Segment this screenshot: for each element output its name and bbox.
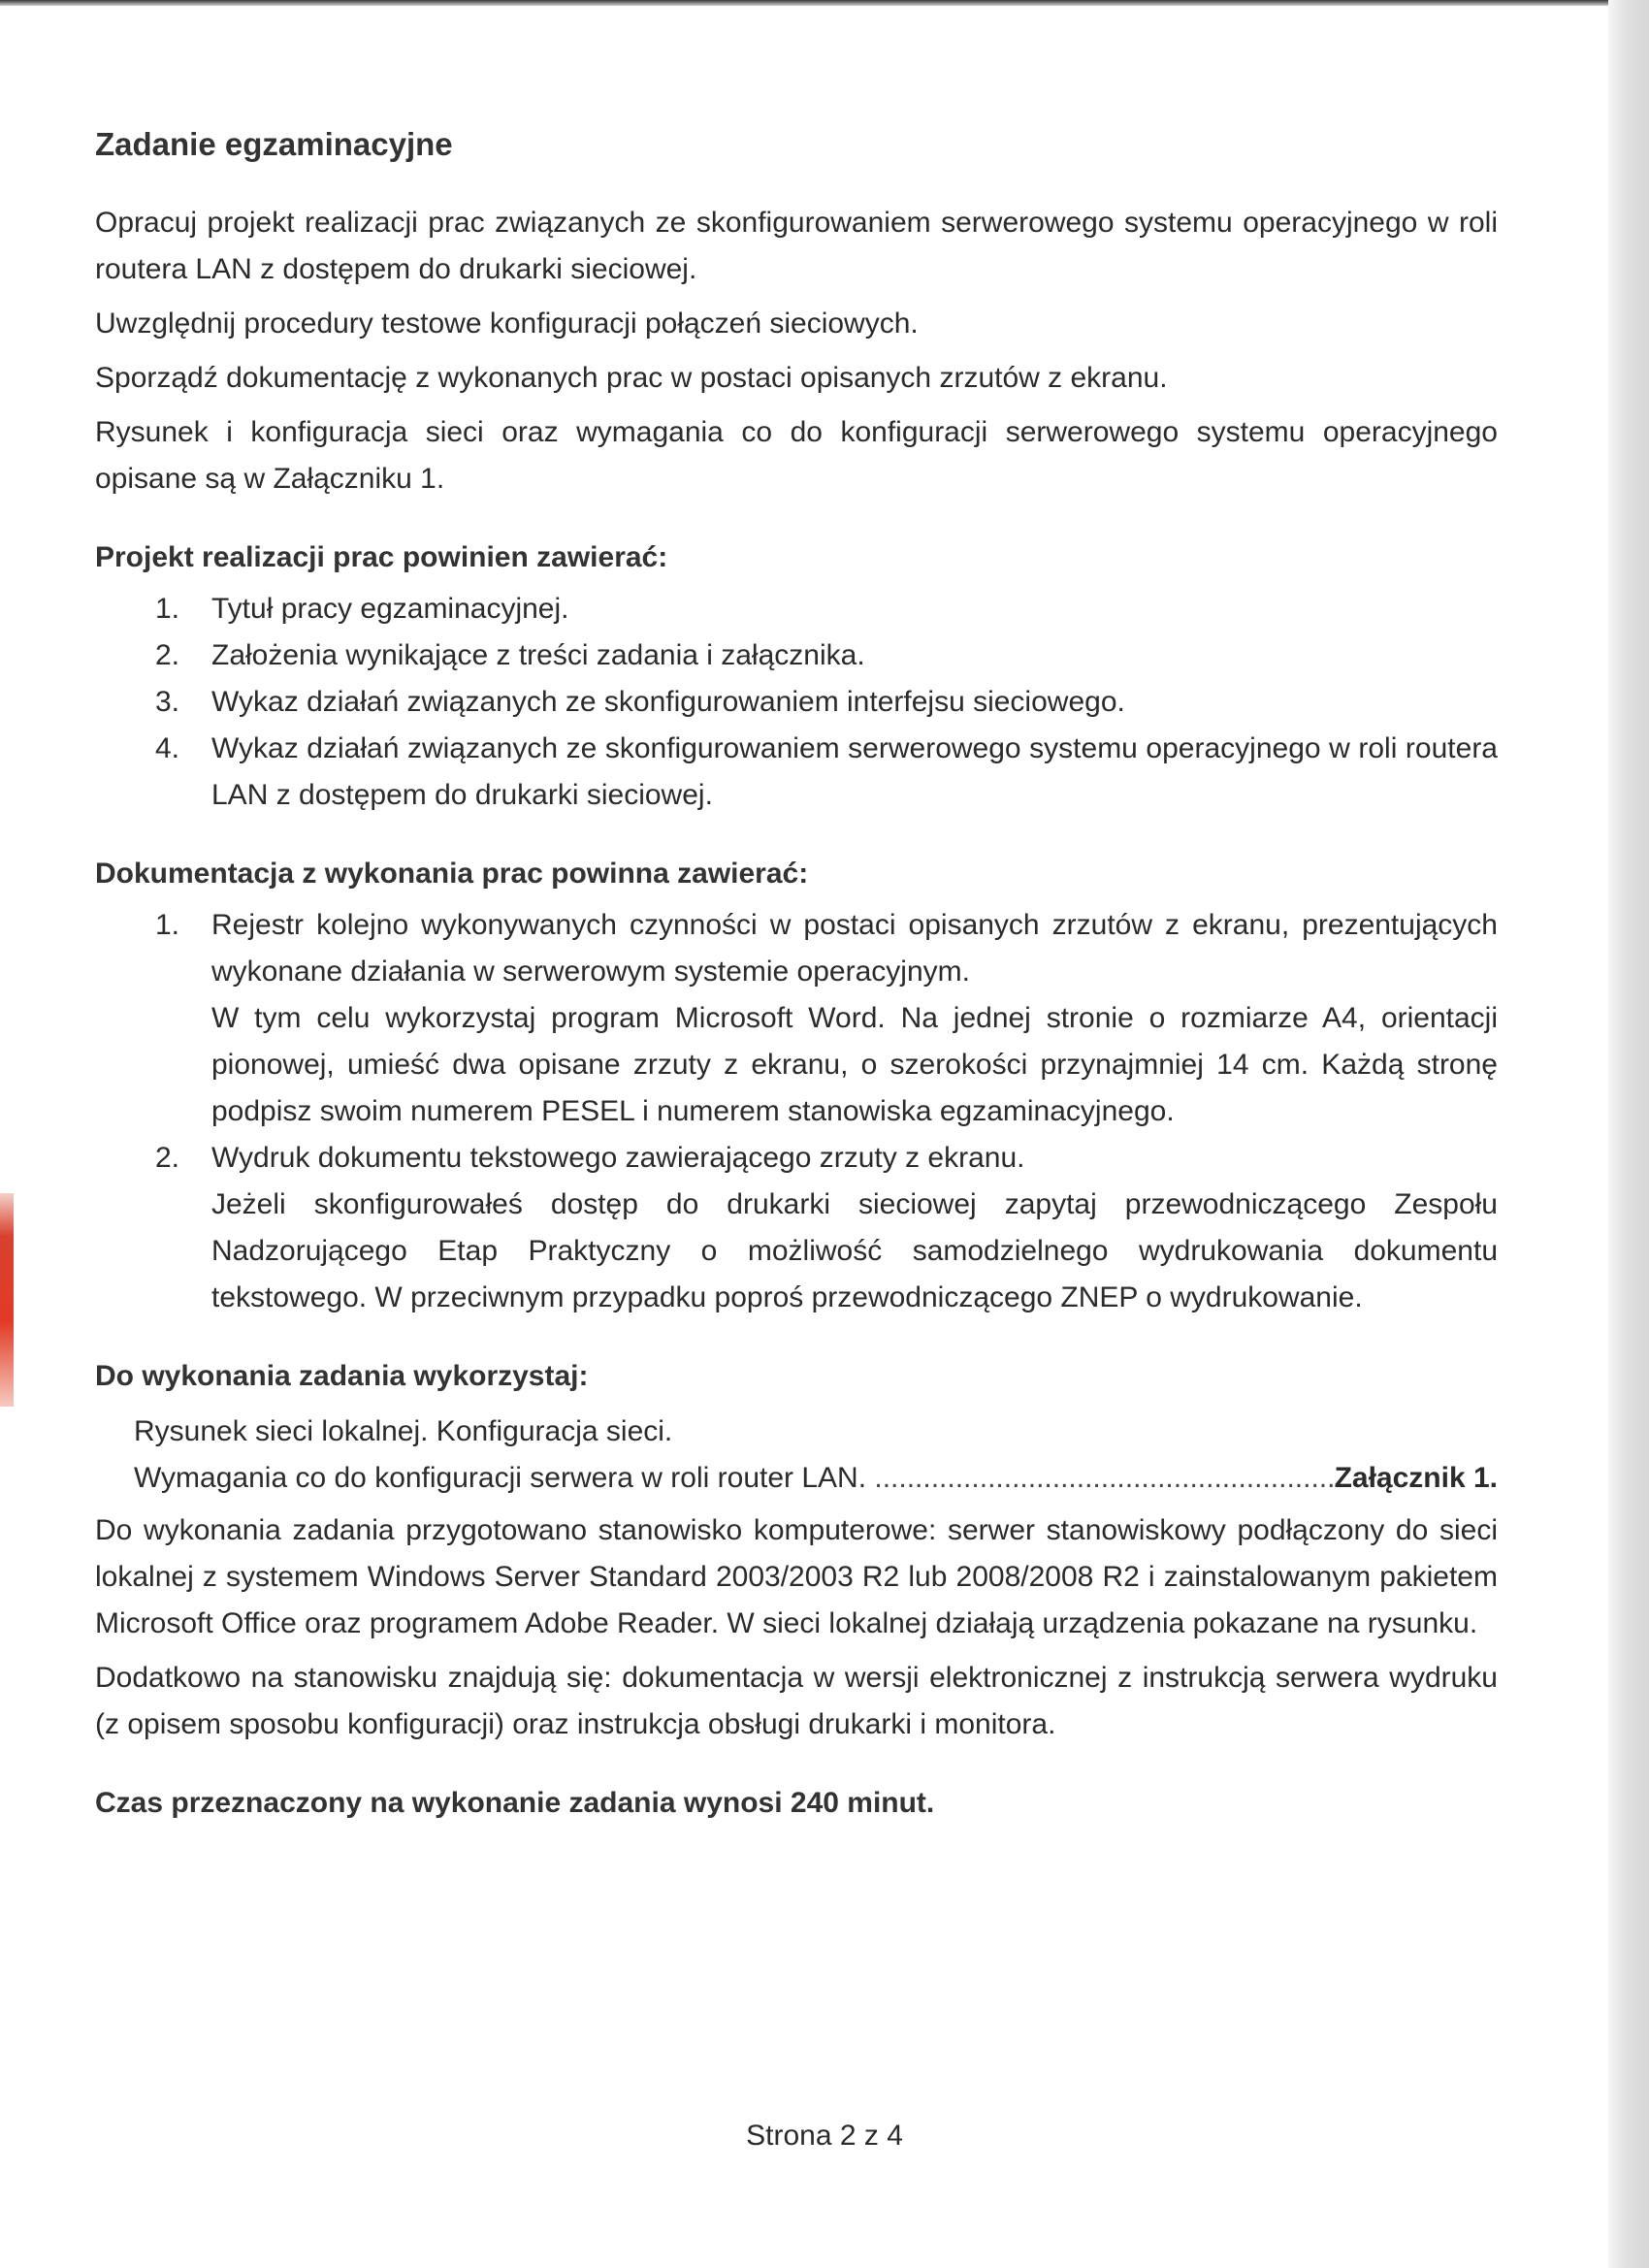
leader-dots: [874, 1455, 1334, 1502]
list-text: Rejestr kolejno wykonywanych czynności w postaci opisanych zrzutów z ekranu, prezentujących wykonane działania w serwerowym systemie operacyjnym.: [211, 909, 1498, 988]
list-number: 3.: [155, 686, 180, 718]
list-text: Założenia wynikające z treści zadania i załącznika.: [211, 639, 865, 671]
intro-paragraph: Sporządź dokumentację z wykonanych prac w postaci opisanych zrzutów z ekranu.: [95, 362, 1168, 394]
resource-text: Rysunek sieci lokalnej. Konfiguracja sieci.: [134, 1415, 673, 1447]
resource-line: [134, 1409, 1498, 1455]
resources-section: [95, 1360, 1498, 1748]
list-item: [155, 679, 1498, 726]
attachment-reference: Załącznik 1.: [1334, 1462, 1498, 1494]
list-text: Tytuł pracy egzaminacyjnej.: [211, 593, 569, 625]
list-item: [155, 632, 1498, 679]
resources-list: [95, 1409, 1498, 1502]
scan-top-edge: [0, 0, 1649, 6]
list-item: [155, 902, 1498, 1135]
workstation-paragraph: Do wykonania zadania przygotowano stanowisko komputerowe: serwer stanowiskowy podłączony do sieci lokalnej z systemem Windows Server Standard 2003/2003 R2 lub 2008/2008 R2 i zainstalowanym pakietem Microsoft Office oraz programem Adobe Reader. W sieci lokalnej działają urządzenia pokazane na rysunku.: [95, 1514, 1498, 1639]
documentation-list: [95, 902, 1498, 1321]
scan-right-margin: [1608, 0, 1649, 2268]
intro-block: [95, 200, 1498, 502]
list-number: 1.: [155, 909, 180, 941]
resources-heading: Do wykonania zadania wykorzystaj:: [95, 1360, 589, 1392]
list-item: [155, 726, 1498, 819]
resource-text: Wymagania co do konfiguracji serwera w roli router LAN.: [134, 1462, 875, 1494]
list-item: [155, 586, 1498, 632]
list-text: Wykaz działań związanych ze skonfigurowaniem interfejsu sieciowego.: [211, 686, 1125, 718]
list-number: 2.: [155, 639, 180, 671]
time-note: Czas przeznaczony na wykonanie zadania wynosi 240 minut.: [95, 1787, 935, 1819]
project-section: [95, 541, 1498, 819]
intro-paragraph: Rysunek i konfiguracja sieci oraz wymagania co do konfiguracji serwerowego systemu operacyjnego opisane są w Załączniku 1.: [95, 416, 1498, 495]
list-text-detail: W tym celu wykorzystaj program Microsoft Word. Na jednej stronie o rozmiarze A4, orientacji pionowej, umieść dwa opisane zrzuty z ekranu, o szerokości przynajmniej 14 cm. Każdą stronę podpisz swoim numerem PESEL i numerem stanowiska egzaminacyjnego.: [211, 1002, 1498, 1127]
project-list: [95, 586, 1498, 819]
resource-line: [134, 1455, 1498, 1502]
intro-paragraph: Opracuj projekt realizacji prac związanych ze skonfigurowaniem serwerowego systemu operacyjnego w roli routera LAN z dostępem do drukarki sieciowej.: [95, 207, 1498, 285]
page-title: Zadanie egzaminacyjne: [95, 126, 453, 162]
list-item: [155, 1135, 1498, 1321]
list-number: 2.: [155, 1142, 180, 1174]
documentation-heading: Dokumentacja z wykonania prac powinna zawierać:: [95, 858, 809, 890]
scan-left-mark: [0, 1193, 14, 1407]
list-number: 4.: [155, 732, 180, 764]
list-text: Wydruk dokumentu tekstowego zawierającego zrzuty z ekranu.: [211, 1142, 1025, 1174]
documentation-section: [95, 858, 1498, 1321]
document-page: [95, 126, 1498, 1820]
workstation-paragraph: Dodatkowo na stanowisku znajdują się: dokumentacja w wersji elektronicznej z instrukcją serwera wydruku (z opisem sposobu konfiguracji) oraz instrukcja obsługi drukarki i monitora.: [95, 1662, 1498, 1740]
intro-paragraph: Uwzględnij procedury testowe konfiguracji połączeń sieciowych.: [95, 308, 919, 340]
list-text-detail: Jeżeli skonfigurowałeś dostęp do drukarki sieciowej zapytaj przewodniczącego Zespołu Nadzorującego Etap Praktyczny o możliwość samodzielnego wydrukowania dokumentu tekstowego. W przeciwnym przypadku poproś przewodniczącego ZNEP o wydrukowanie.: [211, 1188, 1498, 1313]
project-heading: Projekt realizacji prac powinien zawierać:: [95, 541, 668, 573]
list-text: Wykaz działań związanych ze skonfigurowaniem serwerowego systemu operacyjnego w roli routera LAN z dostępem do drukarki sieciowej.: [211, 732, 1498, 811]
list-number: 1.: [155, 593, 180, 625]
page-number: Strona 2 z 4: [746, 2120, 903, 2152]
